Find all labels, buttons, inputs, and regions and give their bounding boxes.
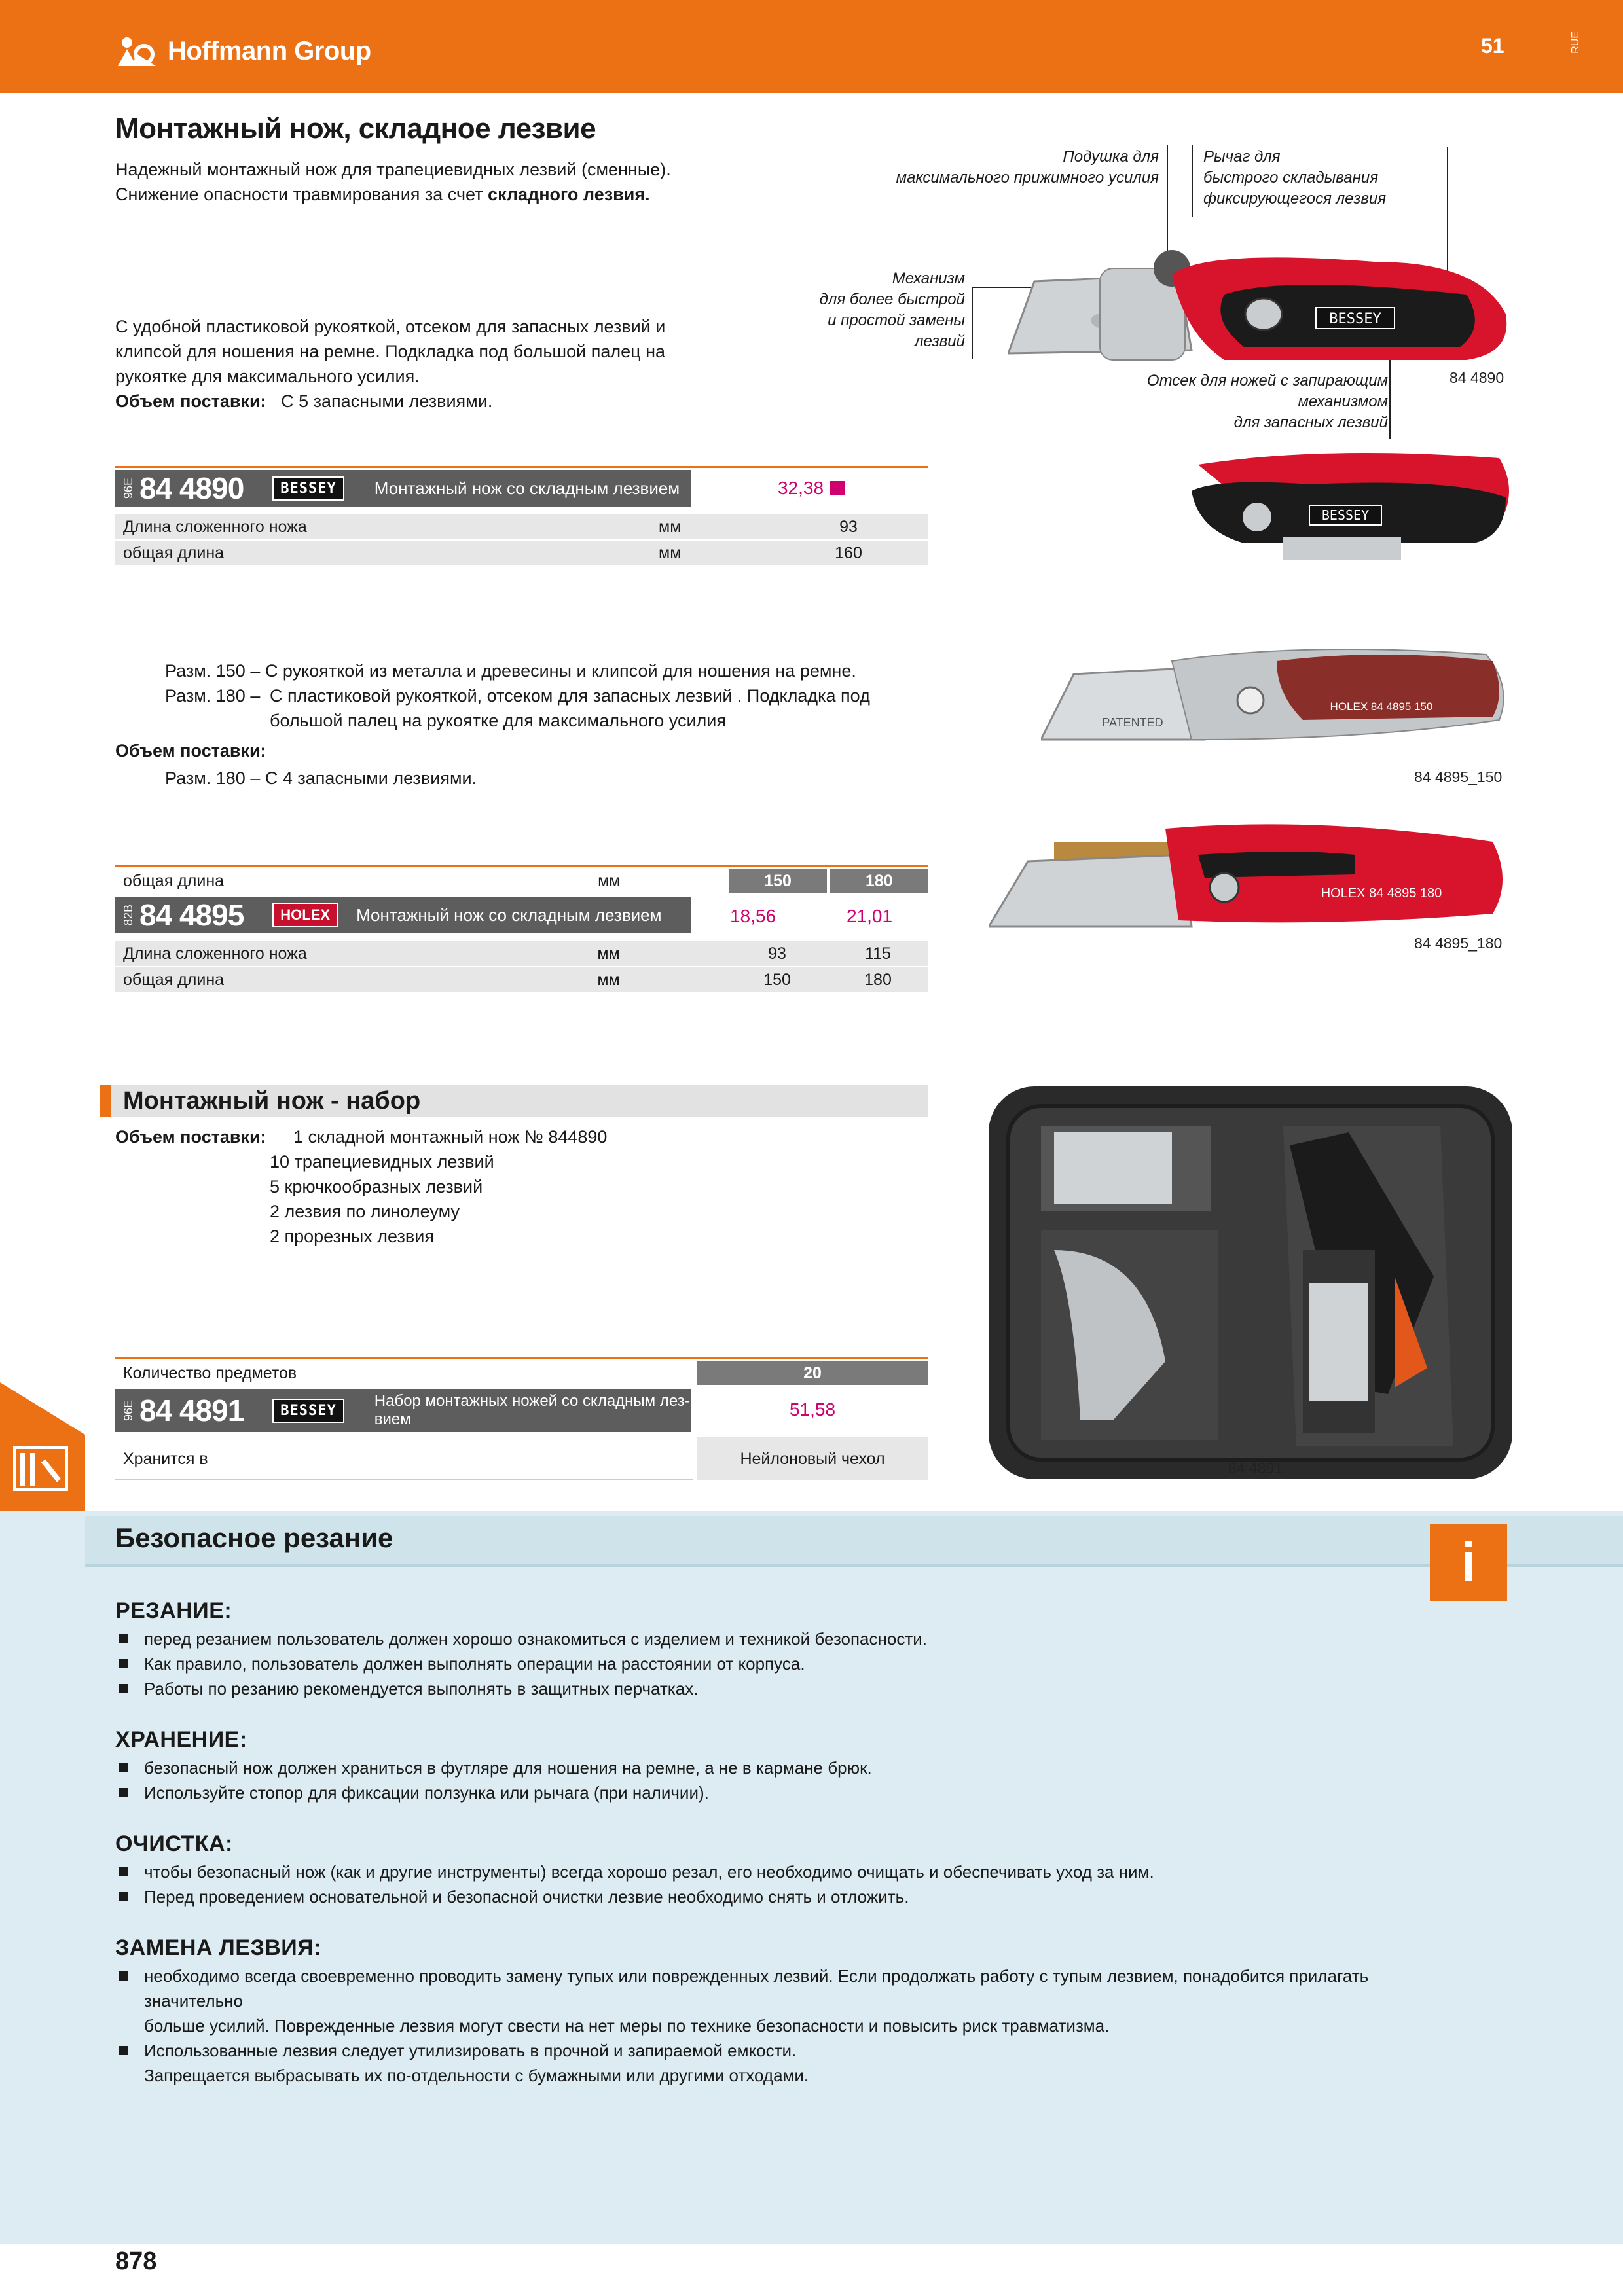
image-reference: 84 4895_180 xyxy=(1414,935,1503,952)
article-price: 51,58 xyxy=(789,1399,836,1420)
patented-mark: PATENTED xyxy=(1102,716,1163,729)
bullet-list xyxy=(115,1964,1523,2088)
image-reference: 84 4890 xyxy=(1450,369,1504,386)
table-row xyxy=(115,514,928,539)
supply-value: С 5 запасными лезвиями. xyxy=(281,391,493,411)
safety-subtitle: ХРАНЕНИЕ: xyxy=(115,1727,247,1752)
row-value: 93 xyxy=(839,517,858,536)
article-number[interactable]: 84 4891 xyxy=(139,1393,244,1427)
supply-label: Объем поставки: xyxy=(115,741,266,761)
size-text: большой палец на рукоятке для максимального усилия xyxy=(270,711,726,730)
item-text: Как правило, пользователь должен выполнять операции на расстоянии от корпуса. xyxy=(144,1654,805,1674)
header-label: общая длина xyxy=(123,871,225,890)
desc-line: Набор монтажных ножей со складным лез- xyxy=(374,1392,690,1410)
article-price-180: 21,01 xyxy=(846,906,893,926)
row-value: 180 xyxy=(864,970,892,989)
product-body xyxy=(115,314,665,414)
table-top-line xyxy=(115,1357,928,1359)
item-text: безопасный нож должен храниться в футляре для ношения на ремне, а не в кармане брюк. xyxy=(144,1758,872,1778)
row-value: 160 xyxy=(835,543,862,562)
section-title-bar xyxy=(100,1085,928,1117)
row-value: 115 xyxy=(865,944,891,963)
row-label: Длина сложенного ножа xyxy=(123,944,307,963)
item-text xyxy=(144,2038,809,2088)
table-row xyxy=(115,541,928,565)
list-item xyxy=(115,2038,1523,2088)
size180-description xyxy=(270,683,870,733)
desc-text: Снижение опасности травмирования за счет xyxy=(115,185,488,204)
supply-item: 2 прорезных лезвия xyxy=(270,1227,434,1246)
brand-badge: BESSEY xyxy=(272,1399,344,1423)
row-value: 150 xyxy=(763,970,791,989)
article-number[interactable]: 84 4895 xyxy=(139,898,244,932)
brand-badge: BESSEY xyxy=(272,476,344,501)
bullet-list xyxy=(115,1626,1523,1701)
language-code: RUE xyxy=(1570,31,1581,54)
callout-compartment xyxy=(1106,370,1388,433)
item-text xyxy=(144,1964,1368,2038)
article-row xyxy=(115,470,691,507)
knife-open-image xyxy=(1008,236,1519,380)
callout-text: и простой замены xyxy=(828,312,965,329)
header-unit: мм xyxy=(598,871,621,890)
article-row xyxy=(115,897,691,933)
supply-line xyxy=(115,389,665,414)
header-label: Количество предметов xyxy=(123,1363,297,1382)
desc-line: вием xyxy=(374,1410,411,1428)
article-description: Монтажный нож со складным лезвием xyxy=(356,905,662,925)
item-text: Перед проведением основательной и безопасной очистки лезвие необходимо снять и отложить. xyxy=(144,1887,909,1907)
callout-mechanism xyxy=(759,268,965,352)
knife-marking: HOLEX 84 4895 150 xyxy=(1330,700,1433,713)
article-description: Монтажный нож со складным лезвием xyxy=(374,478,680,498)
knife-red-image xyxy=(989,816,1512,933)
list-item xyxy=(115,1780,1523,1805)
supply-value: С 4 запасными лезвиями. xyxy=(264,768,477,788)
table-header-row xyxy=(115,869,928,893)
brand-name: Hoffmann Group xyxy=(168,36,371,65)
header-size-150: 150 xyxy=(729,869,828,893)
callout-text: механизмом xyxy=(1298,393,1388,410)
page-reference: 51 xyxy=(1481,34,1504,58)
row-unit: мм xyxy=(597,944,620,963)
safety-subtitle: ОЧИСТКА: xyxy=(115,1831,233,1856)
product-description xyxy=(115,157,671,207)
item-line: значительно xyxy=(144,1991,243,2011)
supply-item: 2 лезвия по линолеуму xyxy=(270,1202,460,1221)
size-label: Разм. 150 – xyxy=(165,661,261,681)
list-item xyxy=(115,1626,1523,1651)
row-value: Нейлоновый чехол xyxy=(697,1437,928,1480)
svg-text:BESSEY: BESSEY xyxy=(1329,311,1381,327)
page-number: 878 xyxy=(115,2248,157,2275)
list-item xyxy=(115,1884,1523,1909)
row-value: 93 xyxy=(768,944,786,963)
table-row xyxy=(115,1437,928,1480)
safety-title: Безопасное резание xyxy=(115,1522,393,1553)
row-unit: мм xyxy=(597,970,620,989)
safety-content xyxy=(115,1598,1523,2088)
image-reference: 84 4891 xyxy=(1228,1460,1283,1477)
callout-lever xyxy=(1203,147,1439,209)
article-prefix: 96E xyxy=(122,477,135,499)
item-line: больше усилий. Поврежденные лезвия могут свести на нет меры по технике безопасности и повысить риск травматизма. xyxy=(144,2016,1110,2036)
callout-text: для более быстрой xyxy=(819,291,965,308)
callout-cushion xyxy=(845,147,1159,188)
row-label: Хранится в xyxy=(115,1437,693,1480)
image-reference: 84 4895_150 xyxy=(1414,768,1503,785)
item-text: чтобы безопасный нож (как и другие инструменты) всегда хорошо резал, его необходимо очищать и обеспечивать уход за ним. xyxy=(144,1862,1154,1882)
supply-line xyxy=(165,766,477,791)
list-item xyxy=(115,1755,1523,1780)
item-line: Запрещается выбрасывать их по-отдельности с бумажными или другими отходами. xyxy=(144,2066,809,2085)
body-line: С удобной пластиковой рукояткой, отсеком для запасных лезвий и xyxy=(115,317,666,336)
supply-label: Объем поставки: xyxy=(115,391,266,411)
row-unit: мм xyxy=(659,517,682,536)
size-label: Разм. 180 – xyxy=(165,768,261,788)
knife-wood-image xyxy=(1041,641,1512,753)
article-prefix: 96E xyxy=(122,1399,135,1422)
svg-text:BESSEY: BESSEY xyxy=(1321,507,1370,523)
callout-line xyxy=(972,287,973,359)
brand-logo[interactable] xyxy=(115,31,371,71)
desc-line xyxy=(115,182,671,207)
knife-marking: HOLEX 84 4895 180 xyxy=(1321,886,1442,901)
desc-bold: складного лезвия. xyxy=(488,185,650,204)
article-price: 32,38 xyxy=(777,478,824,498)
table-row xyxy=(115,967,928,992)
list-item xyxy=(115,1964,1523,2038)
item-line: необходимо всегда своевременно проводить замену тупых или поврежденных лезвий. Если продолжать работу с тупым лезвием, понадобится прилагать xyxy=(144,1966,1369,1986)
knife-closed-image xyxy=(1192,439,1519,569)
list-item xyxy=(115,1676,1523,1701)
item-text: Работы по резанию рекомендуется выполнять в защитных перчатках. xyxy=(144,1679,699,1698)
article-number[interactable]: 84 4890 xyxy=(139,471,244,505)
safety-subtitle: РЕЗАНИЕ: xyxy=(115,1598,232,1623)
callout-text: Рычаг для xyxy=(1203,148,1281,166)
callout-text: быстрого складывания xyxy=(1203,169,1379,187)
callout-text: максимального прижимного усилия xyxy=(896,169,1159,187)
article-prefix: 82B xyxy=(122,904,135,926)
supply-list xyxy=(270,1124,607,1249)
knife-set-case-image xyxy=(982,1080,1519,1486)
article-row xyxy=(115,1389,691,1432)
info-icon[interactable]: i xyxy=(1430,1524,1507,1601)
size-text: С пластиковой рукояткой, отсеком для запасных лезвий . Подкладка под xyxy=(270,686,870,706)
size150-description xyxy=(165,658,856,683)
callout-text: Подушка для xyxy=(1063,148,1159,166)
row-label: Длина сложенного ножа xyxy=(123,517,307,536)
table-row xyxy=(115,941,928,966)
price-marker-icon xyxy=(830,481,845,495)
row-label: общая длина xyxy=(123,543,225,562)
supply-label: Объем поставки: xyxy=(115,1127,266,1147)
table-top-line xyxy=(115,466,928,468)
bullet-list xyxy=(115,1859,1523,1909)
table-top-line xyxy=(115,865,928,867)
callout-text: для запасных лезвий xyxy=(1233,414,1388,431)
product-title: Монтажный нож, складное лезвие xyxy=(115,113,596,145)
callout-text: Механизм xyxy=(892,270,965,287)
article-price-150: 18,56 xyxy=(729,906,776,926)
item-line: Использованные лезвия следует утилизировать в прочной и запираемой емкости. xyxy=(144,2041,797,2060)
list-item xyxy=(115,1859,1523,1884)
item-text: Используйте стопор для фиксации ползунка или рычага (при наличии). xyxy=(144,1783,709,1803)
body-line: клипсой для ношения на ремне. Подкладка под большой палец на xyxy=(115,342,665,361)
body-line: рукоятке для максимального усилия. xyxy=(115,367,420,386)
header-quantity: 20 xyxy=(697,1361,928,1385)
callout-text: Отсек для ножей с запирающим xyxy=(1146,372,1388,389)
item-text: перед резанием пользователь должен хорошо ознакомиться с изделием и техникой безопасности. xyxy=(144,1629,927,1649)
size-text: С рукояткой из металла и древесины и клипсой для ношения на ремне. xyxy=(264,661,856,681)
table-header-row xyxy=(115,1361,928,1385)
safety-subtitle: ЗАМЕНА ЛЕЗВИЯ: xyxy=(115,1935,321,1960)
supply-item: 5 крючкообразных лезвий xyxy=(270,1177,483,1196)
row-label: общая длина xyxy=(123,970,225,989)
supply-item: 10 трапециевидных лезвий xyxy=(270,1152,494,1172)
callout-line xyxy=(1192,145,1193,217)
hoffmann-logo-icon xyxy=(115,35,158,67)
article-description xyxy=(374,1392,690,1429)
bullet-list xyxy=(115,1755,1523,1805)
callout-text: фиксирующегося лезвия xyxy=(1203,190,1387,207)
row-unit: мм xyxy=(659,543,682,562)
size180-label: Разм. 180 – xyxy=(165,686,261,706)
section-title: Монтажный нож - набор xyxy=(123,1086,421,1115)
price-cell xyxy=(694,470,928,507)
brand-badge: HOLEX xyxy=(272,903,338,927)
header-size-180: 180 xyxy=(830,869,928,893)
accent-marker xyxy=(100,1085,111,1117)
desc-line: Надежный монтажный нож для трапециевидных лезвий (сменные). xyxy=(115,160,671,179)
callout-text: лезвий xyxy=(915,332,965,350)
supply-item: 1 складной монтажный нож № 844890 xyxy=(293,1127,608,1147)
list-item xyxy=(115,1651,1523,1676)
